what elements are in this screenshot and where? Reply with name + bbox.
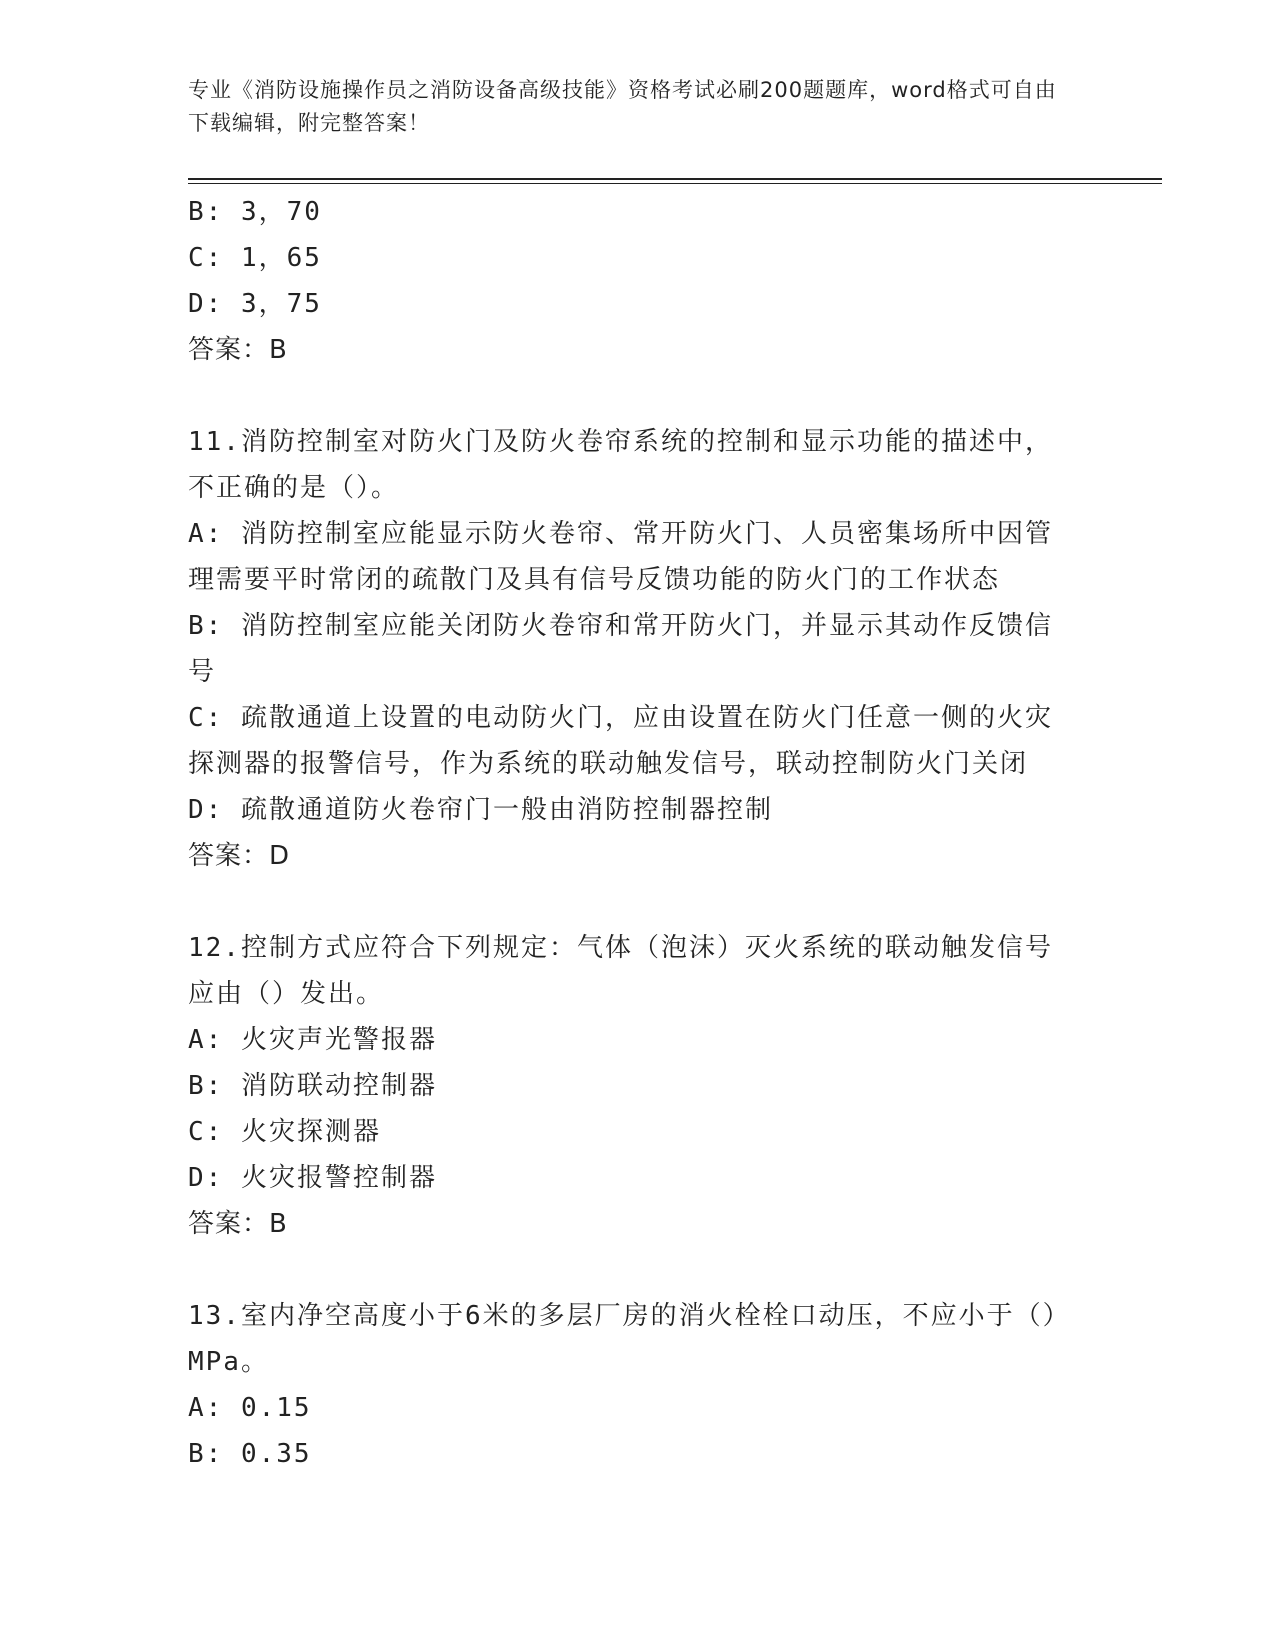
option-d: D: 3，75: [188, 289, 322, 319]
option-a: A: 0.15: [188, 1393, 312, 1423]
question-13: [188, 1293, 1078, 1477]
header-rule-thin: [188, 183, 1162, 184]
option-c: C: 火灾探测器: [188, 1117, 381, 1147]
option-b: B: 0.35: [188, 1439, 312, 1469]
question-content: [188, 189, 1078, 1477]
option-c: C: 1，65: [188, 243, 322, 273]
answer: 答案：D: [188, 841, 291, 871]
option-b: B: 消防控制室应能关闭防火卷帘和常开防火门，并显示其动作反馈信号: [188, 611, 1053, 687]
question-11: [188, 419, 1078, 879]
option-a: A: 火灾声光警报器: [188, 1025, 437, 1055]
question-stem: 13.室内净空高度小于6米的多层厂房的消火栓栓口动压，不应小于（）MPa。: [188, 1301, 1071, 1377]
spacer: [188, 879, 1078, 925]
option-b: B: 消防联动控制器: [188, 1071, 437, 1101]
option-a: A: 消防控制室应能显示防火卷帘、常开防火门、人员密集场所中因管理需要平时常闭的疏散门及具有信号反馈功能的防火门的工作状态: [188, 519, 1053, 595]
question-12: [188, 925, 1078, 1247]
option-b: B: 3，70: [188, 197, 322, 227]
answer: 答案：B: [188, 335, 288, 365]
option-c: C: 疏散通道上设置的电动防火门，应由设置在防火门任意一侧的火灾探测器的报警信号，作为系统的联动触发信号，联动控制防火门关闭: [188, 703, 1053, 779]
question-10-tail: [188, 189, 1078, 373]
option-d: D: 火灾报警控制器: [188, 1163, 437, 1193]
question-stem: 12.控制方式应符合下列规定：气体（泡沫）灭火系统的联动触发信号应由（）发出。: [188, 933, 1053, 1009]
answer: 答案：B: [188, 1209, 288, 1239]
header-rule-thick: [188, 178, 1162, 180]
option-d: D: 疏散通道防火卷帘门一般由消防控制器控制: [188, 795, 773, 825]
spacer: [188, 373, 1078, 419]
spacer: [188, 1247, 1078, 1293]
document-header: 专业《消防设施操作员之消防设备高级技能》资格考试必刷200题题库，word格式可自由下载编辑，附完整答案！: [188, 78, 1057, 135]
question-stem: 11.消防控制室对防火门及防火卷帘系统的控制和显示功能的描述中，不正确的是（）。: [188, 427, 1053, 503]
